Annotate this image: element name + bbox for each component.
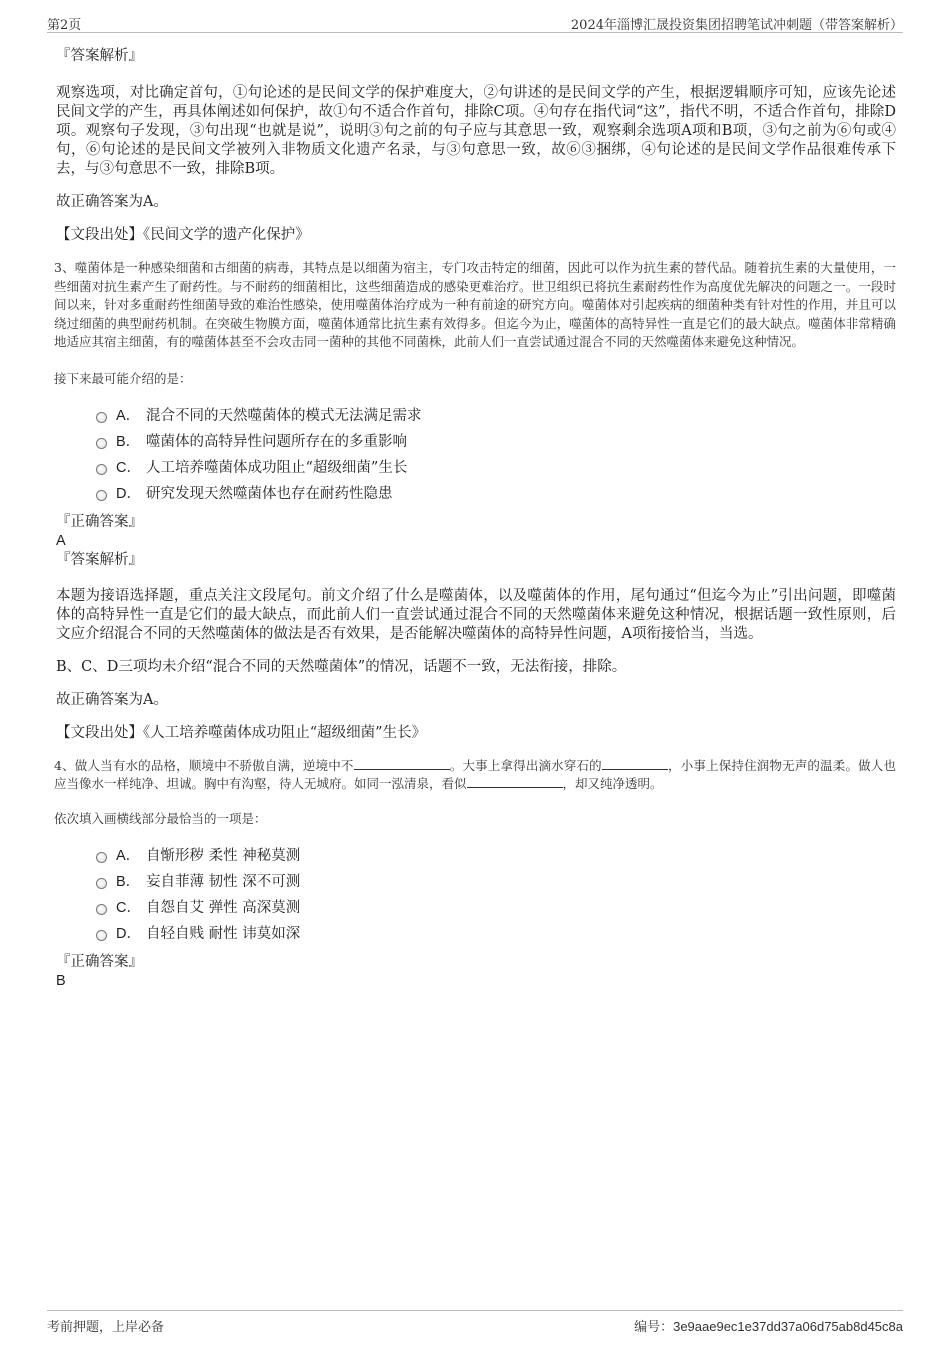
prev-source: 【文段出处】《民间文学的遗产化保护》 [56, 227, 310, 243]
radio-button[interactable] [96, 930, 107, 941]
main-content [56, 45, 896, 990]
question-3-analysis-label: 『答案解析』 [56, 551, 143, 568]
option-text: 自轻自贱 耐性 讳莫如深 [146, 925, 301, 942]
option-text: 噬菌体的高特异性问题所存在的多重影响 [146, 433, 407, 450]
option-a[interactable]: A． 混合不同的天然噬菌体的模式无法满足需求 [96, 403, 896, 429]
question-3-analysis-2: B、C、D三项均未介绍“混合不同的天然噬菌体”的情况，话题不一致，无法衔接，排除。 [56, 658, 627, 675]
document-code: 编号：3e9aae9ec1e37dd37a06d75ab8d45c8a [634, 1319, 903, 1335]
radio-button[interactable] [96, 878, 107, 889]
fill-blank-1 [354, 757, 450, 770]
option-text: 研究发现天然噬菌体也存在耐药性隐患 [146, 485, 393, 502]
option-d[interactable]: D． 研究发现天然噬菌体也存在耐药性隐患 [96, 481, 896, 507]
question-3-text: 3、噬菌体是一种感染细菌和古细菌的病毒，其特点是以细菌为宿主，专门攻击特定的细菌，因此可以作为抗生素的替代品。随着抗生素的大量使用，一些细菌对抗生素产生了耐药性。与不耐药的细菌相比，这些细菌造成的感染更难治疗。世卫组织已将抗生素耐药性作为高度优先解决的问题之一。一段时间以来，针对多重耐药性细菌导致的难治性感染，使用噬菌体治疗成为一种有前途的研究方向。噬菌体对引起疾病的细菌种类有针对性的作用，并且可以绕过细菌的典型耐药机制。在突破生物膜方面，噬菌体通常比抗生素有效得多。但迄今为止，噬菌体的高特异性一直是它们的最大缺点。噬菌体非常精确地适应其宿主细菌，有的噬菌体甚至不会攻击同一菌种的其他不同菌株，此前人们一直尝试通过混合不同的天然噬菌体来避免这种情况。 [54, 260, 896, 349]
option-d[interactable]: D． 自轻自贱 耐性 讳莫如深 [96, 921, 896, 947]
page-footer [47, 1310, 903, 1335]
footer-slogan: 考前押题，上岸必备 [47, 1320, 165, 1335]
option-c[interactable]: C． 人工培养噬菌体成功阻止“超级细菌”生长 [96, 455, 896, 481]
option-text: 妄自菲薄 韧性 深不可测 [146, 873, 301, 890]
option-c[interactable]: C． 自怨自艾 弹性 高深莫测 [96, 895, 896, 921]
page-header [47, 12, 903, 33]
fill-blank-2 [602, 757, 668, 770]
question-4-answer-label: 『正确答案』 [56, 953, 143, 970]
radio-button[interactable] [96, 490, 107, 501]
prev-conclusion: 故正确答案为A。 [56, 194, 168, 210]
option-text: 自怨自艾 弹性 高深莫测 [146, 899, 301, 916]
radio-button[interactable] [96, 438, 107, 449]
question-3-analysis: 本题为接语选择题，重点关注文段尾句。前文介绍了什么是噬菌体，以及噬菌体的作用，尾句通过“但迄今为止”引出问题，即噬菌体的高特异性一直是它们的最大缺点，而此前人们一直尝试通过混合不同的天然噬菌体来避免这种情况，根据话题一致性原则，后文应介绍混合不同的天然噬菌体的做法是否有效果，是否能解决噬菌体的高特异性问题，A项衔接恰当，当选。 [56, 587, 896, 642]
radio-button[interactable] [96, 904, 107, 915]
prev-analysis-label: 『答案解析』 [56, 48, 143, 64]
option-a[interactable]: A． 自惭形秽 柔性 神秘莫测 [96, 843, 896, 869]
option-text: 自惭形秽 柔性 神秘莫测 [146, 847, 301, 864]
option-b[interactable]: B． 噬菌体的高特异性问题所存在的多重影响 [96, 429, 896, 455]
question-4-text: 4、做人当有水的品格，顺境中不骄傲自满，逆境中不 。大事上拿得出滴水穿石的 ，小事上保持住润物无声的温柔。做人也应当像水一样纯净、坦诚。胸中有沟壑，待人无城府。如同一泓清泉，看似 ，却又纯净透明。 [54, 757, 896, 791]
option-text: 混合不同的天然噬菌体的模式无法满足需求 [146, 407, 422, 424]
question-4-answer: B [56, 972, 66, 989]
fill-blank-3 [467, 775, 563, 788]
page-number: 第2页 [47, 18, 82, 33]
question-4-options [56, 843, 896, 947]
radio-button[interactable] [96, 412, 107, 423]
radio-button[interactable] [96, 852, 107, 863]
question-3-prompt: 接下来最可能介绍的是： [54, 370, 192, 386]
question-3-answer-label: 『正确答案』 [56, 513, 143, 530]
option-b[interactable]: B． 妄自菲薄 韧性 深不可测 [96, 869, 896, 895]
question-4-prompt: 依次填入画横线部分最恰当的一项是： [54, 810, 267, 826]
question-3-answer: A [56, 532, 66, 549]
document-title: 2024年淄博汇晟投资集团招聘笔试冲刺题（带答案解析） [570, 18, 903, 33]
question-3-source: 【文段出处】《人工培养噬菌体成功阻止“超级细菌”生长》 [56, 724, 427, 741]
question-3-options [56, 403, 896, 507]
radio-button[interactable] [96, 464, 107, 475]
prev-analysis-text: 观察选项，对比确定首句，①句论述的是民间文学的保护难度大，②句讲述的是民间文学的产生，根据逻辑顺序可知，应该先论述民间文学的产生，再具体阐述如何保护，故①句不适合作首句，排除C项。④句存在指代词“这”，指代不明，不适合作首句，排除D项。观察句子发现，③句出现“也就是说”，说明③句之前的句子应与其意思一致，观察剩余选项A项和B项，③句之前为⑥句或④句，⑥句论述的是民间文学被列入非物质文化遗产名录，与③句意思一致，故⑥③捆绑，④句论述的是民间文学作品很难传承下去，与③句意思不一致，排除B项。 [56, 85, 896, 177]
question-3-conclusion: 故正确答案为A。 [56, 691, 168, 708]
option-text: 人工培养噬菌体成功阻止“超级细菌”生长 [146, 459, 408, 476]
